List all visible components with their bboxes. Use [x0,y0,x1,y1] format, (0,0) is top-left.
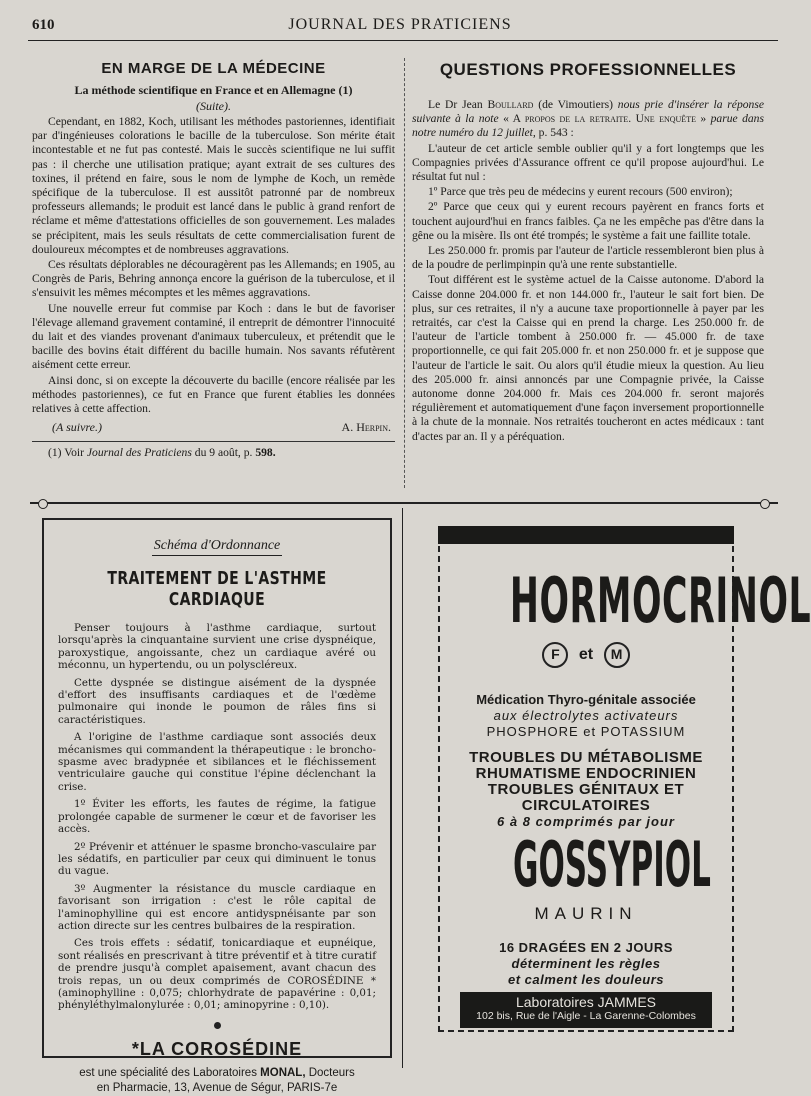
footnote-prefix: (1) Voir [48,446,84,460]
intro-part: (de Vimoutiers) [538,98,613,111]
article-signature [32,420,395,435]
indications-list [440,750,732,814]
dragees-sub: et calment les douleurs [508,972,664,987]
product-name: *LA COROSÉDINE [131,1038,303,1059]
dragees-sub: déterminent les règles [511,956,661,971]
indication: TROUBLES DU MÉTABOLISME [469,749,703,766]
schema-label [58,538,376,556]
article-paragraph: Les 250.000 fr. promis par l'auteur de l'article ressembleront bien plus à de la poudre de perlimpinpin qu'à une rente substantielle. [412,244,764,272]
indication: RHUMATISME ENDOCRINIEN [475,765,697,782]
footnote-page: 598. [255,446,276,460]
lab-name: MONAL, [260,1066,306,1079]
male-symbol-icon: M [604,642,630,668]
corosedine-advertisement [42,518,392,1094]
female-symbol-icon: F [542,642,568,668]
section-separator [30,502,778,504]
intro-part: p. 543 : [538,126,574,140]
ad-line: Médication Thyro-génitale associée [476,692,696,707]
ad-line: PHOSPHORE et POTASSIUM [486,724,686,739]
article-paragraph: Une nouvelle erreur fut commise par Koch : dans le but de favoriser l'élevage allemand gravement contaminé, il entreprit de démontrer l'innocuité du lait et des viandes provenant d'animaux tuberculeux, et prétendit que le bacille des bovins était différent du bacille humain. Nos savants réfutèrent aisément cette erreur. [32,301,395,372]
dragees-block [440,940,732,988]
intro-note-title: « A propos de la retraite. Une enquête » [503,112,707,126]
right-section-title: QUESTIONS PROFESSIONNELLES [439,60,737,79]
lab-name: Laboratoires JAMMES [515,994,657,1010]
intro-name: Boullard [487,98,534,111]
column-divider [404,58,405,488]
ad-paragraph: 3º Augmenter la résistance du muscle cardiaque en favorisant son irrigation : c'est le rôle capital de l'aminophylline qui est encore antidyspnéisante par son action directe sur les centres bulbaires de la respiration. [58,882,376,932]
left-section-title: EN MARGE DE LA MÉDECINE [101,60,326,77]
ad-paragraph: Cette dyspnée se distingue aisément de la dyspnée d'effort des insuffisants cardiaques et de l'œdème pulmonaire qui inonde le poumon de râles fins si caractéristiques. [58,676,376,726]
article-paragraph: 2º Parce que ceux qui y eurent recours payèrent en francs forts et touchent aujourd'hui en francs faibles. Ça ne les empêche pas d'être dans la gêne ou la misère. Ils ont été trompés; le système a fait une faillite totale. [412,200,764,242]
ad-paragraph: 1º Éviter les efforts, les fautes de régime, la fatigue prolongée capable de surmener le cœur et de favoriser les accès. [58,798,376,836]
article-subtitle: La méthode scientifique en France et en Allemagne (1) [74,83,353,97]
ad-paragraph: 2º Prévenir et atténuer le spasme broncho-vasculaire par les sédatifs, en particulier par ceux qui diminuent le tonus du vague. [58,840,376,878]
ad-footer [58,1066,376,1096]
top-band [438,526,734,544]
indication: TROUBLES GÉNITAUX ET [487,781,685,798]
article-paragraph: Cependant, en 1882, Koch, utilisant les méthodes pastoriennes, identifiait par d'ingénieuses colorations le bacille de la tuberculose. Son mérite était incontestable et ne fut pas contesté. Mais le succès scientifique ne lui suffit pas : il cherche une utilisation pratique; ayant extrait de ses cultures des toxines, il prétend en faire, sous le nom de lymphe de Koch, un remède spécifique de la tuberculose. Il est aussitôt patronné par de nombreux professeurs allemands; le produit est lancé dans le public à grand renfort de réclame et même d'attestations officielles de son gouvernement. Les malades se précipitent, mais les seuls résultats de cette commercialisation furent de douloureux mécomptes et de nombreuses aggravations. [32,115,395,256]
ad-line: aux électrolytes activateurs [493,708,679,723]
symbol-connector: et [578,646,594,664]
footnote-journal: Journal des Praticiens [86,446,192,460]
article-paragraph: Tout différent est le système actuel de la Caisse autonome. D'abord la Caisse donne 204.000 fr. et non 144.000 fr., l'auteur le sait fort bien. De plus, sur ces retraites, il n'y a aucune taxe proportionnelle à payer par les retraités, car c'est la Caisse qui en prend la charge. Les 250.000 fr. de l'auteur de l'article tombent à 250.000 fr. — 45.000 fr. de taxe proportionnelle, ce qui fait 205.000 fr. et non 250.000 fr. et je suppose que l'auteur de l'article le sait. Ou alors qu'il étudie mieux la question. Au lieu des 205.000 fr. ainsi annoncés par une Compagnie privée, la Caisse autonome donne 204.000 fr. Mais ces 204.000 fr. seront majorés régulièrement et automatiquement d'une façon inversement proportionnelle à la chute de la monnaie. Nos retraités toucheront en actes médicaux : tant d'actes par an. Il y a péréquation. [412,273,764,443]
intro-part: nous prie d'insérer la réponse suivante à la note [412,98,765,126]
gender-symbols [440,642,732,668]
intro-part: parue dans notre numéro du 12 juillet, [412,112,764,140]
ad-heading: TRAITEMENT DE L'ASTHME CARDIAQUE [107,568,327,610]
dosage-line: 6 à 8 comprimés par jour [497,814,675,829]
schema-text: Schéma d'Ordonnance [152,538,283,556]
article-paragraph: Ainsi donc, si on excepte la découverte du bacille (encore réalisée par les méthodes pastoriennes), ce fut en France que furent établies les données relatives à cette affection. [32,373,395,416]
journal-title: JOURNAL DES PRATICIENS [288,16,512,33]
maker-name: MAURIN [534,904,638,923]
ad-paragraph: Penser toujours à l'asthme cardiaque, surtout lorsqu'après la cinquantaine survient une crise dyspnéique, paroxystique, angoissante, chez un cardiaque avéré ou méconnu, un hypertendu, ou un polyscléreux. [58,622,376,672]
bullet-dot [214,1022,221,1029]
ad-paragraph: Ces trois effets : sédatif, tonicardiaque et eupnéique, sont réalisés en prescrivant à titre préventif et à titre curatif de prendre jusqu'à complet apaisement, avant chacun des trois repas, un ou deux comprimés de COROSÉDINE * (aminophylline : 0,075; chlorhydrate de papavérine : 0,01; phényléthylmalonylurée : 0,01; aminopyrine : 0,10). [58,937,376,1012]
article-intro [412,98,764,141]
lab-address: en Pharmacie, 13, Avenue de Ségur, PARIS-7e [96,1081,338,1094]
ad-paragraph: A l'origine de l'asthme cardiaque sont associés deux mécanismes qui commandent la thérapeutique : le broncho-spasme avec bradypnée et sibilances et le fléchissement ventriculaire gauche qui constitue l'épine déclenchant la crise. [58,731,376,793]
footer-text: est une spécialité des Laboratoires [79,1066,257,1079]
author-name: A. Herpin. [341,420,391,435]
brand-name: HORMOCRINOL [509,564,811,637]
to-follow-label: (A suivre.) [52,420,102,435]
article-suite: (Suite). [196,99,231,113]
header-rule [28,40,778,41]
second-brand-name: GOSSYPIOL [513,828,711,901]
footnote-rule [32,441,395,442]
dragees-line: 16 DRAGÉES EN 2 JOURS [499,940,673,955]
intro-part: Le Dr Jean [428,98,483,111]
lab-address: 102 bis, Rue de l'Aigle - La Garenne-Colombes [476,1010,696,1022]
lab-band [460,992,712,1028]
footer-text: Docteurs [308,1066,355,1079]
hormocrinol-advertisement [438,526,811,1032]
page-number: 610 [32,17,55,33]
ads-divider [402,508,403,1068]
left-article [32,60,395,459]
footnote [32,446,395,459]
article-paragraph: 1º Parce que très peu de médecins y eurent recours (500 environ); [428,185,733,199]
right-article [412,60,764,444]
article-paragraph: L'auteur de cet article semble oublier qu'il y a fort longtemps que les Compagnies privées d'Assurance offrent ce qu'il propose aujourd'hui. Le résultat fut nul : [412,141,764,184]
indication: CIRCULATOIRES [521,797,651,814]
article-paragraph: Ces résultats déplorables ne découragèrent pas les Allemands; en 1905, au Congrès de Paris, Behring annonça encore la guérison de la tuberculose, et il s'ensuivit les mêmes mécomptes et les mêmes aggravations. [32,258,395,300]
footnote-date: du 9 août, p. [194,446,253,460]
